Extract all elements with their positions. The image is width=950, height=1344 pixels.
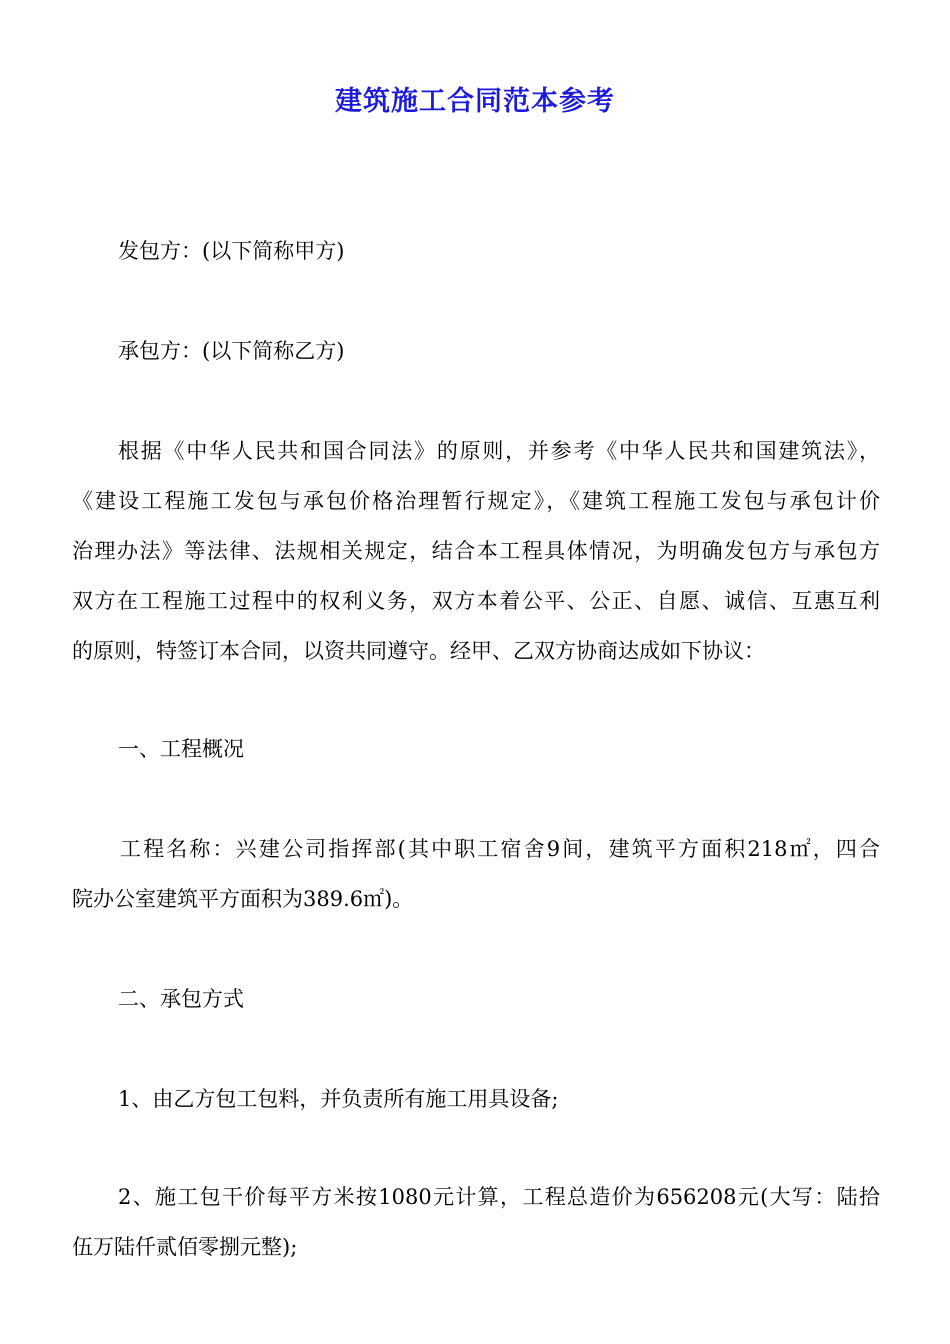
item-1: 1、由乙方包工包料，并负责所有施工用具设备; [118, 1087, 559, 1111]
preamble-line-5: 的原则，特签订本合同，以资共同遵守。经甲、乙双方协商达成如下协议： [72, 639, 765, 663]
section-2-heading: 二、承包方式 [118, 987, 244, 1011]
preamble-line-4: 双方在工程施工过程中的权利义务，双方本着公平、公正、自愿、诚信、互惠互利 [72, 589, 880, 613]
preamble-line-2: 《建设工程施工发包与承包价格治理暂行规定》，《建筑工程施工发包与承包计价 [72, 489, 880, 513]
preamble-line-1: 根据《中华人民共和国合同法》的原则，并参考《中华人民共和国建筑法》， [118, 439, 880, 463]
preamble-line-3: 治理办法》等法律、法规相关规定，结合本工程具体情况，为明确发包方与承包方 [72, 539, 880, 563]
document-title: 建筑施工合同范本参考 [335, 86, 615, 117]
project-name-line-1: 工程名称：兴建公司指挥部(其中职工宿舍9间，建筑平方面积218㎡，四合 [120, 837, 880, 861]
issuer-party-line: 发包方：(以下简称甲方) [118, 239, 345, 263]
project-name-line-2: 院办公室建筑平方面积为389.6㎡)。 [72, 887, 414, 911]
item-2-line-1: 2、施工包干价每平方米按1080元计算，工程总造价为656208元(大写：陆拾 [118, 1185, 880, 1209]
item-2-line-2: 伍万陆仟贰佰零捌元整); [72, 1235, 298, 1259]
contractor-party-line: 承包方：(以下简称乙方) [118, 339, 345, 363]
section-1-heading: 一、工程概况 [118, 737, 244, 761]
